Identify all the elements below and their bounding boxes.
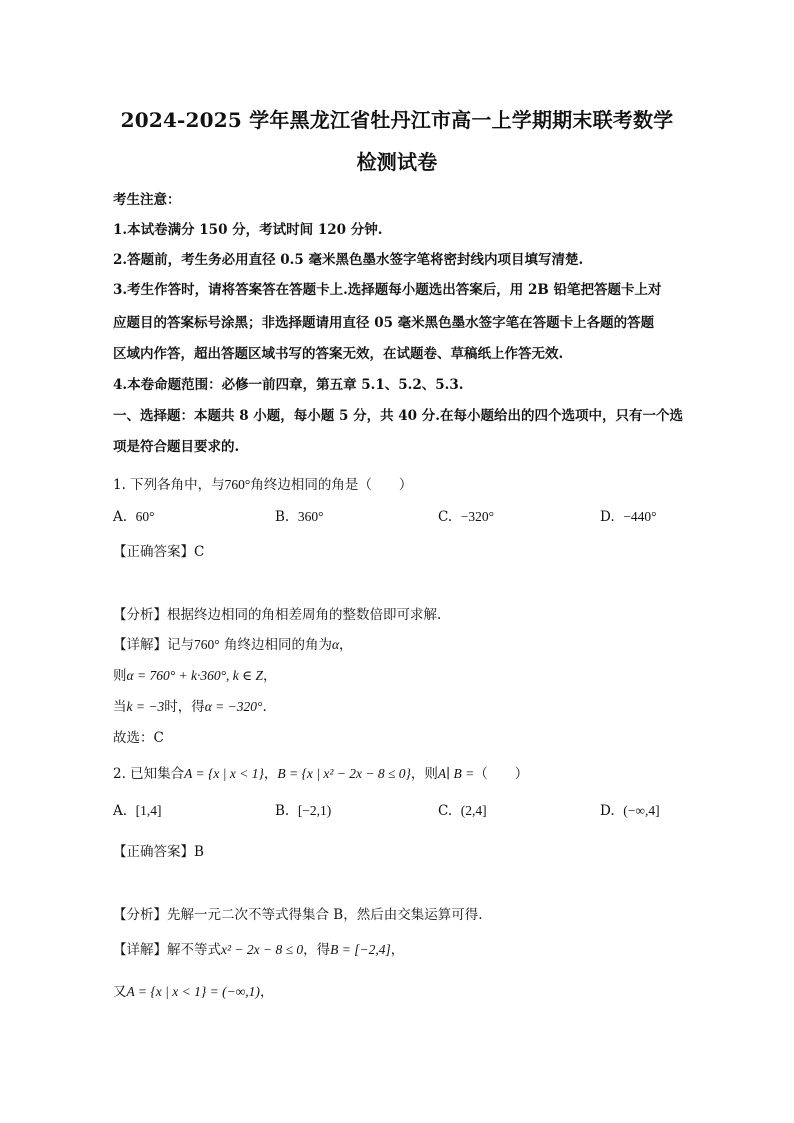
detail-text: ， [262,668,277,684]
detail-text: 当 [113,699,127,715]
option-value: (−∞,4] [623,803,660,818]
detail-math: α = 760° + k·360°, k ∈ Z [126,668,263,683]
set-a-definition: A = {x | x < 1} [184,766,264,781]
detail-math: x² − 2x − 8 ≤ 0 [221,942,304,957]
stem-text: ， [263,766,278,782]
question-2-option-d [600,803,660,819]
detail-math: α [331,637,340,652]
detail-text: 【详解】解不等式 [113,942,221,958]
question-1-option-a [113,509,155,525]
detail-text: ，得 [303,942,331,958]
option-label: D. [600,509,615,525]
question-2-option-b [275,803,331,819]
detail-math: B = [−2,4] [330,942,391,957]
question-2-analysis: 【分析】先解一元二次不等式得集合 B，然后由交集运算可得. [113,907,483,923]
detail-text: 又 [113,984,127,1000]
question-1-stem [113,473,693,493]
question-1-detail-line-3 [113,695,693,715]
option-value: (2,4] [460,803,487,818]
option-value: 60° [135,509,155,524]
detail-math: 760° [194,637,220,652]
detail-text: ， [339,637,353,653]
notice-item-4: 4.本卷命题范围：必修一前四章，第五章 5.1、5.2、5.3. [113,377,464,393]
question-1-answer: 【正确答案】C [113,544,205,560]
notice-item-3-cont-1: 应题目的答案标号涂黑；非选择题请用直径 05 毫米黑色墨水签字笔在答题卡上各题的答题 [113,315,655,331]
section-1-heading-line-2: 项是符合题目要求的. [113,439,240,455]
question-2-option-a [113,803,162,819]
stem-text: （ ） [474,766,529,782]
question-1-stem-text: 1. 下列各角中，与 [113,477,225,493]
section-1-heading-line-1: 一、选择题：本题共 8 小题，每小题 5 分，共 40 分.在每小题给出的四个选项中，只有一个选 [113,408,683,424]
question-1-option-b [275,509,323,525]
detail-math: α = −320° [204,699,263,714]
option-label: C. [438,509,453,525]
option-value: [−2,1) [297,803,332,818]
question-1-stem-angle: 760° [224,477,251,492]
question-1-analysis: 【分析】根据终边相同的角相差周角的整数倍即可求解. [113,607,442,623]
question-1-option-c [438,509,494,525]
stem-text: ，则 [410,766,438,782]
option-label: C. [438,803,453,819]
option-value: −440° [623,509,657,524]
document-title-line-2: 检测试卷 [356,150,438,174]
detail-text: 角终边相同的角为 [223,637,332,653]
detail-text: 则 [113,668,127,684]
option-value: 360° [297,509,324,524]
option-value: [1,4] [135,803,162,818]
question-2-answer: 【正确答案】B [113,844,204,860]
detail-text: ， [390,942,405,958]
detail-text: 【详解】记与 [113,637,194,653]
intersection-expression: A∣ B = [437,766,475,781]
detail-text: ， [259,984,274,1000]
question-2-detail [113,938,693,958]
detail-text: 时，得 [164,699,205,715]
option-label: B. [275,509,290,525]
question-1-detail [113,633,693,653]
question-2-detail-line-2 [113,980,693,1000]
notice-item-3: 3.考生作答时，请将答案答在答题卡上.选择题每小题选出答案后，用 2B 铅笔把答题卡上对 [113,282,662,298]
detail-math: A = {x | x < 1} = (−∞,1) [126,984,260,999]
option-label: A. [113,803,128,819]
option-label: B. [275,803,290,819]
question-2-stem [113,762,693,782]
question-1-option-d [600,509,657,525]
detail-text: . [262,699,267,715]
notice-heading: 考生注意： [113,192,181,208]
stem-text: 2. 已知集合 [113,766,185,782]
option-value: −320° [460,509,494,524]
notice-item-3-cont-2: 区域内作答，超出答题区域书写的答案无效，在试题卷、草稿纸上作答无效. [113,346,564,362]
option-label: A. [113,509,128,525]
question-2-option-c [438,803,487,819]
notice-item-1: 1.本试卷满分 150 分，考试时间 120 分钟. [113,222,383,238]
option-label: D. [600,803,615,819]
document-title-line-1: 2024-2025 学年黑龙江省牡丹江市高一上学期期末联考数学 [120,108,674,132]
question-1-detail-line-2 [113,664,693,684]
set-b-definition: B = {x | x² − 2x − 8 ≤ 0} [277,766,411,781]
question-1-stem-text-end: 角终边相同的角是（ ） [250,477,413,493]
notice-item-2: 2.答题前，考生务必用直径 0.5 毫米黑色墨水签字笔将密封线内项目填写清楚. [113,252,584,268]
question-1-conclusion: 故选：C [113,730,164,746]
detail-math: k = −3 [126,699,165,714]
